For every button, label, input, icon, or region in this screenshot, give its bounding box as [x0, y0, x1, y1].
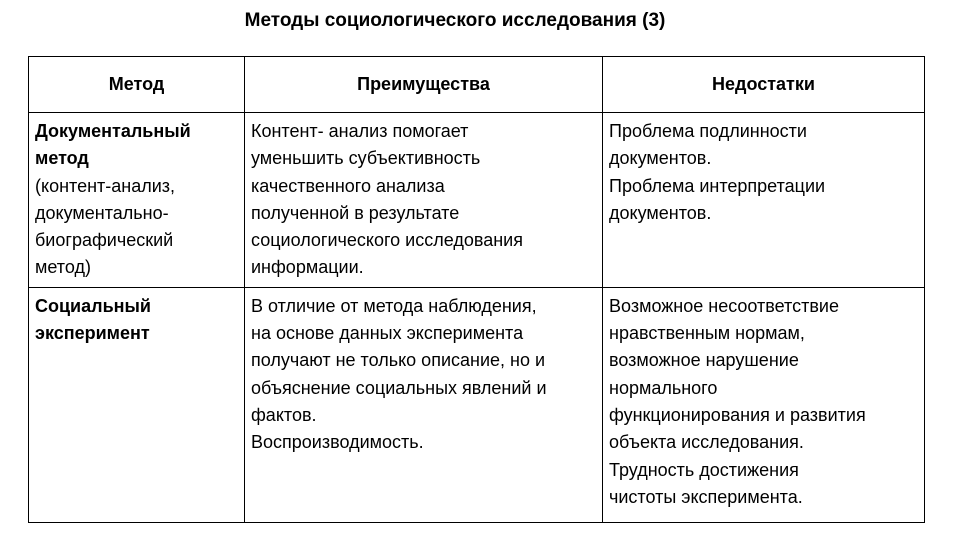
disadvantages-line: чистоты эксперимента. — [609, 486, 803, 507]
advantages-line: полученной в результате — [251, 202, 460, 223]
method-note-line: метод) — [35, 257, 91, 278]
methods-table — [28, 56, 925, 523]
advantages-line: уменьшить субъективность — [251, 148, 481, 169]
disadvantages-line: документов. — [609, 148, 712, 169]
method-note-line: биографический — [35, 230, 174, 251]
advantages-line: получают не только описание, но и — [251, 350, 546, 371]
advantages-line: информации. — [251, 257, 364, 278]
disadvantages-line: возможное нарушение — [609, 350, 799, 371]
method-name-line: Социальный — [35, 295, 151, 316]
method-cell — [29, 287, 245, 522]
disadvantages-line: объекта исследования. — [609, 432, 804, 453]
advantages-cell — [245, 113, 603, 288]
table-row — [29, 287, 925, 522]
disadvantages-line: нормального — [609, 377, 718, 398]
method-name-line: Документальный — [35, 121, 191, 141]
method-name-line: эксперимент — [35, 323, 150, 344]
disadvantages-line: Проблема подлинности — [609, 121, 807, 141]
advantages-line: Воспроизводимость. — [251, 432, 424, 453]
header-method: Метод — [29, 57, 245, 113]
disadvantages-line: нравственным нормам, — [609, 323, 805, 344]
advantages-cell — [245, 287, 603, 522]
method-name-line: метод — [35, 148, 89, 169]
method-cell — [29, 113, 245, 288]
advantages-line: Контент- анализ помогает — [251, 121, 469, 141]
disadvantages-line: функционирования и развития — [609, 404, 866, 425]
table-row — [29, 113, 925, 288]
header-disadvantages: Недостатки — [603, 57, 925, 113]
slide-title: Методы социологического исследования (3) — [244, 10, 666, 31]
disadvantages-line: Возможное несоответствие — [609, 295, 839, 316]
advantages-line: В отличие от метода наблюдения, — [251, 295, 537, 316]
method-note-line: документально- — [35, 202, 169, 223]
disadvantages-line: Проблема интерпретации — [609, 175, 826, 196]
disadvantages-line: документов. — [609, 202, 712, 223]
advantages-line: качественного анализа — [251, 175, 445, 196]
advantages-line: объяснение социальных явлений и — [251, 377, 547, 398]
disadvantages-line: Трудность достижения — [609, 459, 799, 480]
table-header-row — [29, 57, 925, 113]
header-advantages: Преимущества — [245, 57, 603, 113]
advantages-line: на основе данных эксперимента — [251, 323, 524, 344]
advantages-line: фактов. — [251, 404, 317, 425]
method-note-line: (контент-анализ, — [35, 175, 176, 196]
disadvantages-cell — [603, 287, 925, 522]
disadvantages-cell — [603, 113, 925, 288]
advantages-line: социологического исследования — [251, 230, 523, 251]
